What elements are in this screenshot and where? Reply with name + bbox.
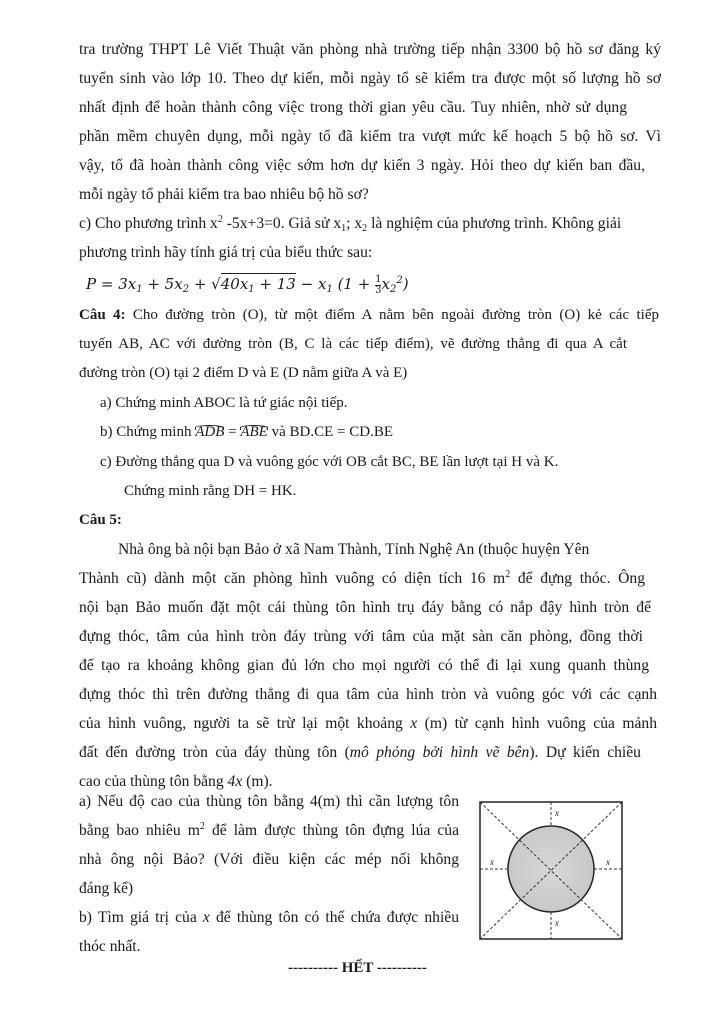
q5-line: cao của thùng tôn bằng 4x (m). <box>79 773 273 790</box>
q5-line: của hình vuông, người ta sẽ trừ lại một khoảng x (m) từ cạnh hình vuông của mảnh <box>79 715 657 732</box>
q4-part-b: b) Chứng minh ADB = ABE và BD.CE = CD.BE <box>100 424 393 440</box>
q5-line: nội bạn Bảo muốn đặt một cái thùng tôn hình trụ đáy bằng có nắp đậy hình tròn để <box>79 599 651 616</box>
q5-part-a: bằng bao nhiêu $m^2$ để làm được thùng tôn đựng lúa của <box>79 821 460 839</box>
q5-line: để tạo ra khoảng không gian đủ lớn cho mọi người có thể đi lại xung quanh thùng <box>79 657 649 674</box>
label-x-top: x <box>555 808 559 818</box>
q5-line: Thành cũ) dành một căn phòng hình vuông có diện tích 16 $m^2$ để đựng thóc. Ông <box>79 569 645 587</box>
q3c-line: phương trình hãy tính giá trị của biểu thức sau: <box>79 244 373 261</box>
formula-p: $P = 3x_1 + 5x_2 + √40x_1 + 13 - x_1$ (1 + $\frac{1}{3}$ $x_2^2$) <box>86 273 409 296</box>
q4-part-c: Chứng minh rằng DH = HK. <box>124 483 297 499</box>
q4-label: Câu 4: <box>79 307 126 323</box>
q5-part-a: a) Nếu độ cao của thùng tôn bằng 4(m) thì cần lượng tôn <box>79 793 459 810</box>
q4-part-c: c) Đường thẳng qua D và vuông góc với OB cắt BC, BE lần lượt tại H và K. <box>100 454 559 470</box>
q3-line: vậy, tổ đã hoàn thành công việc sớm hơn dự kiến 3 ngày. Hỏi theo dự kiến ban đầu, <box>79 157 645 174</box>
q3c-line: c) Cho phương trình $x^2$ -5x+3=0. Giả sử $x_1$; $x_2$ là nghiệm của phương trình. Không giải <box>79 214 622 234</box>
q4-line: Câu 4: Cho đường tròn (O), từ một điểm A nằm bên ngoài đường tròn (O) kẻ các tiếp <box>79 307 659 323</box>
q5-line: Nhà ông bà nội bạn Bảo ở xã Nam Thành, Tỉnh Nghệ An (thuộc huyện Yên <box>118 541 590 558</box>
q5-line: đất đến đường tròn của đáy thùng tôn (mô phỏng bởi hình vẽ bên). Dự kiến chiều <box>79 744 641 761</box>
label-x-left: x <box>490 857 494 867</box>
label-x-bottom: x <box>555 918 559 928</box>
q4-line: đường tròn (O) tại 2 điểm D và E (D nằm giữa A và E) <box>79 365 408 381</box>
q5-line: đựng thóc, tâm của hình tròn đáy trùng với tâm của mặt sàn căn phòng, đồng thời <box>79 628 643 645</box>
q5-part-b: b) Tìm giá trị của x để thùng tôn có thể chứa được nhiều <box>79 909 459 926</box>
q4-line: tuyến AB, AC với đường tròn (B, C là các tiếp điểm), vẽ đường thẳng đi qua A cắt <box>79 336 627 352</box>
square-room-circle-figure <box>476 798 626 943</box>
q3-line: nhất định để hoàn thành công việc trong thời gian yêu cầu. Tuy nhiên, nhờ sử dụng <box>79 99 627 116</box>
q5-part-a: đáng kể) <box>79 880 134 897</box>
q3-line: tra trường THPT Lê Viết Thuật văn phòng nhà trường tiếp nhận 3300 bộ hồ sơ đăng ký <box>79 41 661 58</box>
q4-part-a: a) Chứng minh ABOC là tứ giác nội tiếp. <box>100 395 348 411</box>
q5-part-a: nhà ông nội Bảo? (Với điều kiện các mép nối không <box>79 851 459 868</box>
q5-line: đựng thóc thì trên đường thẳng đi qua tâm của hình tròn và vuông góc với các cạnh <box>79 686 657 703</box>
q3-line: tuyển sinh vào lớp 10. Theo dự kiến, mỗi ngày tổ sẽ kiểm tra được một số lượng hồ sơ <box>79 70 661 87</box>
q3-line: mỗi ngày tổ phải kiểm tra bao nhiêu bộ hồ sơ? <box>79 186 369 203</box>
q5-part-b: thóc nhất. <box>79 938 141 955</box>
q5-label: Câu 5: <box>79 512 122 528</box>
label-x-right: x <box>606 857 610 867</box>
end-marker: ---------- HẾT ---------- <box>288 960 427 976</box>
q3-line: phần mềm chuyên dụng, mỗi ngày tổ đã kiểm tra vượt mức kế hoạch 5 bộ hồ sơ. Vì <box>79 128 661 145</box>
